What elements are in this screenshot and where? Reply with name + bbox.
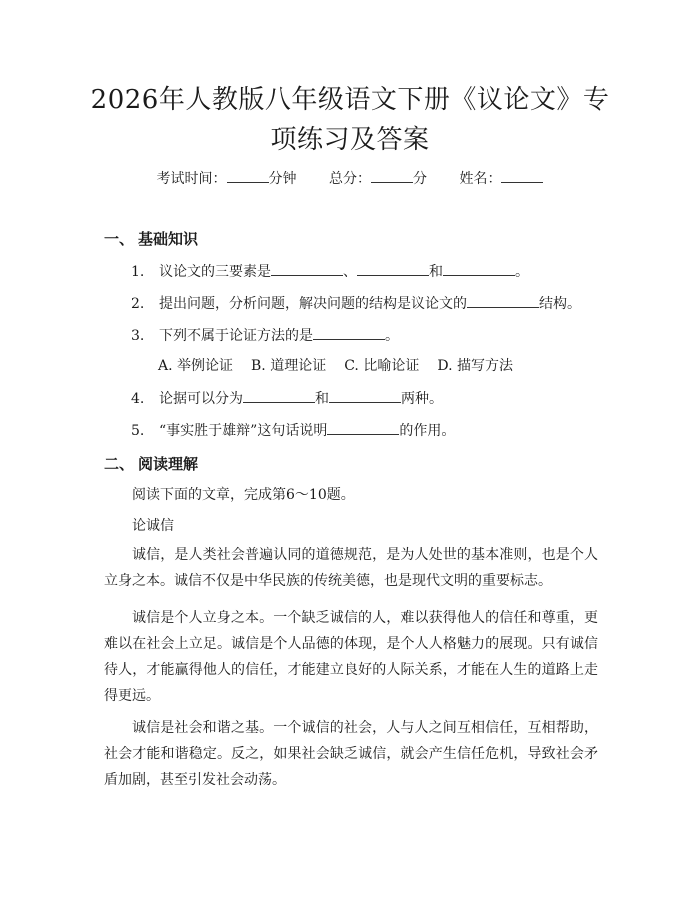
section-number: 二、 [104,455,135,473]
question-text: 的作用。 [399,423,456,439]
question-text: 和 [315,391,329,407]
article-title: 论诚信 [132,518,174,534]
question-number: 3. [131,328,145,344]
question-number: 4. [131,391,145,407]
question-text: 议论文的三要素是 [159,264,271,280]
question-text: 下列不属于论证方法的是 [159,328,313,344]
exam-time [157,168,297,189]
question-2 [131,293,581,314]
score-label: 总分： [329,171,371,187]
time-blank [227,168,269,183]
section-title: 基础知识 [138,230,199,248]
question-4 [131,388,443,409]
option-b: B. 道理论证 [251,358,327,374]
answer-blank [443,261,515,276]
article-paragraph-1: 诚信，是人类社会普遍认同的道德规范，是为人处世的基本准则，也是个人立身之本。诚信不仅是中华民族的传统美德，也是现代文明的重要标志。 [104,547,598,589]
question-number: 1. [131,264,145,280]
question-text: 结构。 [539,296,581,312]
option-a: A. 举例论证 [158,358,234,374]
question-3 [131,325,399,346]
answer-blank [467,293,539,308]
section-reading [104,454,198,474]
answer-blank [271,261,343,276]
question-3-options [158,356,531,376]
answer-blank [329,388,401,403]
exam-score [329,168,427,189]
time-unit: 分钟 [268,171,297,187]
question-5 [131,420,455,441]
question-number: 5. [131,423,145,439]
document-title: 2026年人教版八年级语文下册《议论文》专项练习及答案 [90,85,610,155]
question-text: 两种。 [401,391,443,407]
question-text: 、 [343,264,357,280]
reading-instruction: 阅读下面的文章，完成第6～10题。 [132,487,355,503]
exam-meta-line [0,168,700,189]
question-text: 。 [385,328,399,344]
question-text: 和 [429,264,443,280]
section-title: 阅读理解 [138,455,199,473]
question-text: “事实胜于雄辩”这句话说明 [159,423,328,439]
question-1 [131,261,529,282]
section-basic-knowledge [104,229,198,249]
option-d: D. 描写方法 [437,358,513,374]
time-label: 考试时间： [156,171,227,187]
question-text: 论据可以分为 [159,391,243,407]
answer-blank [327,420,399,435]
student-name [459,168,543,189]
article-paragraph-3: 诚信是社会和谐之基。一个诚信的社会，人与人之间互相信任，互相帮助，社会才能和谐稳定。反之，如果社会缺乏诚信，就会产生信任危机，导致社会矛盾加剧，甚至引发社会动荡。 [104,720,598,788]
question-text: 。 [515,264,529,280]
article-paragraph-2: 诚信是个人立身之本。一个缺乏诚信的人，难以获得他人的信任和尊重，更难以在社会上立足。诚信是个人品德的体现，是个人人格魅力的展现。只有诚信待人，才能赢得他人的信任，才能建立良好的人际关系，才能在人生的道路上走得更远。 [104,610,598,704]
answer-blank [357,261,429,276]
score-unit: 分 [413,171,427,187]
name-blank [501,168,543,183]
question-text: 提出问题，分析问题，解决问题的结构是议论文的 [159,296,467,312]
question-number: 2. [131,296,145,312]
answer-blank [243,388,315,403]
section-number: 一、 [104,230,135,248]
score-blank [371,168,413,183]
option-c: C. 比喻论证 [344,358,420,374]
name-label: 姓名： [459,171,502,187]
answer-blank [313,325,385,340]
